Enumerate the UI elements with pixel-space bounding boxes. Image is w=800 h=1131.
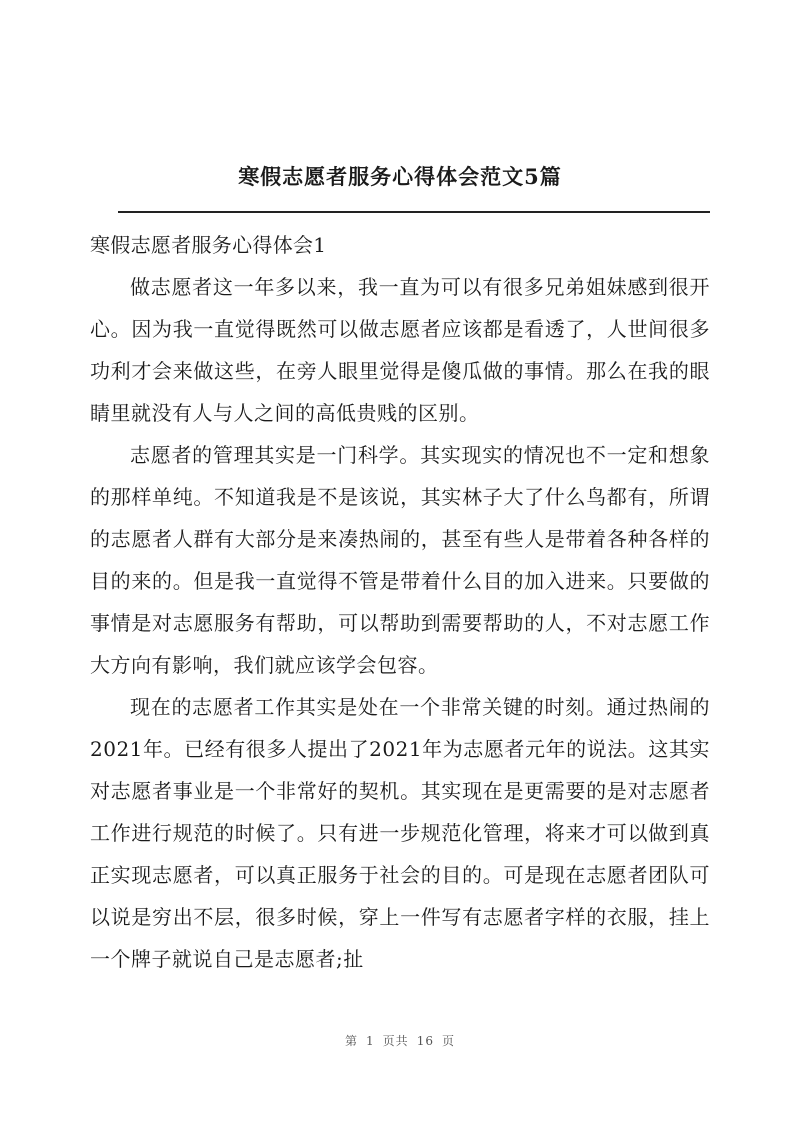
page-footer xyxy=(0,1032,800,1049)
footer-suffix: 页 xyxy=(441,1034,455,1048)
section-heading: 寒假志愿者服务心得体会1 xyxy=(90,233,327,257)
footer-mid: 页共 xyxy=(382,1034,409,1048)
footer-prefix: 第 xyxy=(345,1034,359,1048)
document-title: 寒假志愿者服务心得体会范文5篇 xyxy=(238,164,562,189)
paragraph-3: 现在的志愿者工作其实是处在一个非常关键的时刻。通过热闹的2021年。已经有很多人提出了2021年为志愿者元年的说法。这其实对志愿者事业是一个非常好的契机。其实现在是更需要的是对志愿者工作进行规范的时候了。只有进一步规范化管理，将来才可以做到真正实现志愿者，可以真正服务于社会的目的。可是现在志愿者团队可以说是穷出不层，很多时候，穿上一件写有志愿者字样的衣服，挂上一个牌子就说自己是志愿者;扯 xyxy=(90,695,710,971)
footer-total-pages: 16 xyxy=(416,1034,434,1048)
paragraph-2: 志愿者的管理其实是一门科学。其实现实的情况也不一定和想象的那样单纯。不知道我是不是该说，其实林子大了什么鸟都有，所谓的志愿者人群有大部分是来凑热闹的，甚至有些人是带着各种各样的目的来的。但是我一直觉得不管是带着什么目的加入进来。只要做的事情是对志愿服务有帮助，可以帮助到需要帮助的人，不对志愿工作大方向有影响，我们就应该学会包容。 xyxy=(90,443,710,677)
title-underline xyxy=(118,211,710,213)
paragraph-1: 做志愿者这一年多以来，我一直为可以有很多兄弟姐妹感到很开心。因为我一直觉得既然可以做志愿者应该都是看透了，人世间很多功利才会来做这些，在旁人眼里觉得是傻瓜做的事情。那么在我的眼睛里就没有人与人之间的高低贵贱的区别。 xyxy=(90,275,710,425)
footer-current-page: 1 xyxy=(366,1034,375,1048)
document-body xyxy=(90,224,710,980)
